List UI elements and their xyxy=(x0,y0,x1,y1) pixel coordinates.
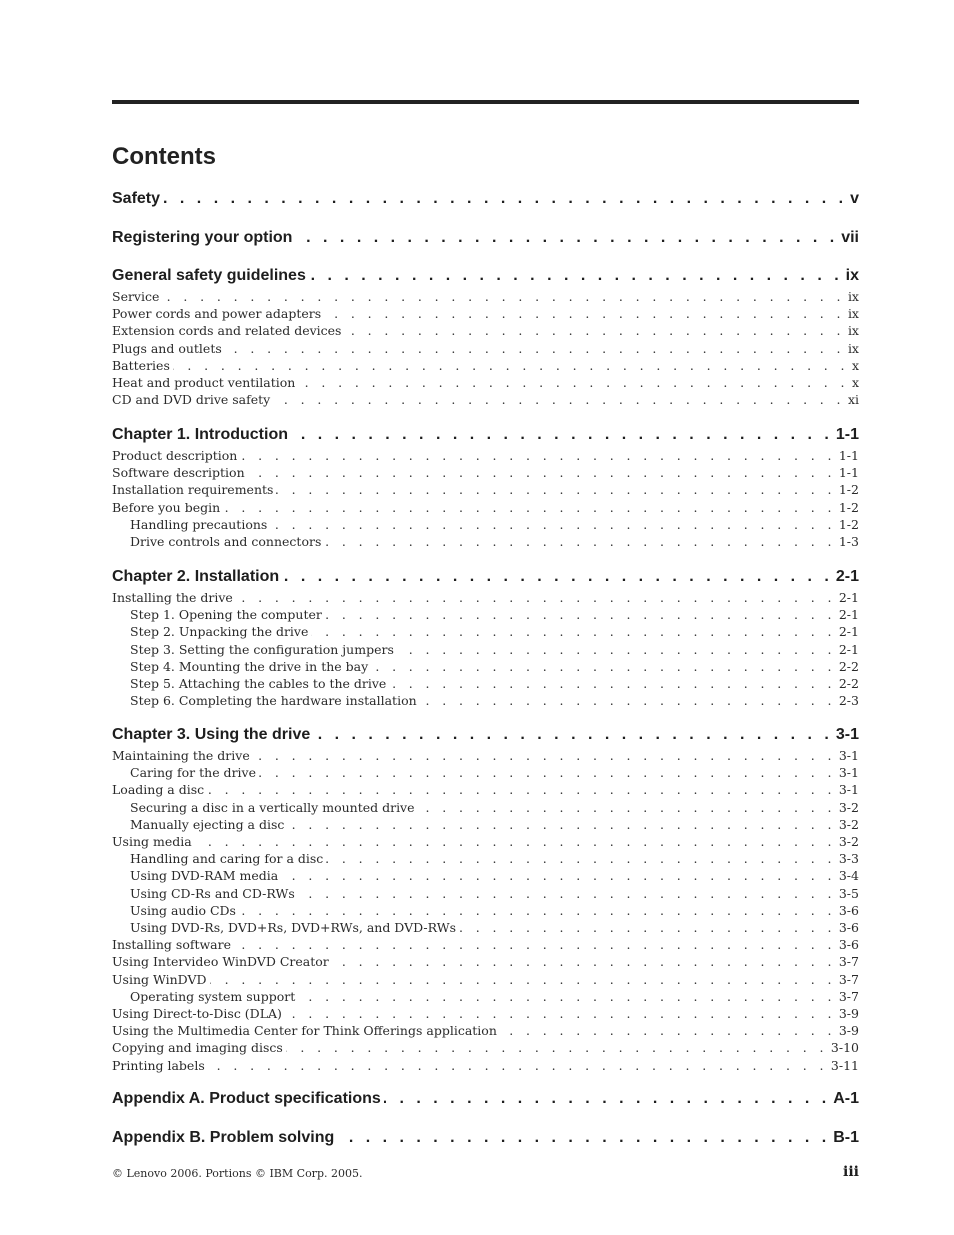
toc-entry[interactable] xyxy=(0,764,859,781)
toc-entry-title: Drive controls and connectors xyxy=(130,534,322,549)
toc-entry-page: 3-10 xyxy=(830,1040,859,1056)
toc-entry-title: Printing labels xyxy=(112,1057,205,1073)
toc-section-entry[interactable] xyxy=(0,266,859,286)
toc-entry-title: Using CD-Rs and CD-RWs xyxy=(130,885,295,901)
toc-entry-page: 3-5 xyxy=(838,885,859,901)
toc-entry[interactable] xyxy=(0,374,859,391)
toc-section-entry[interactable] xyxy=(0,1128,859,1148)
toc-entry-page: ix xyxy=(847,340,859,356)
toc-entry-page: 3-3 xyxy=(838,851,859,867)
toc-entry[interactable] xyxy=(0,850,859,867)
toc-entry-page: v xyxy=(850,190,859,207)
dot-leader xyxy=(287,816,835,833)
toc-entry[interactable] xyxy=(0,833,859,850)
dot-leader xyxy=(384,1089,830,1109)
toc-section-entry[interactable] xyxy=(0,228,859,248)
dot-leader xyxy=(295,228,838,248)
dot-leader xyxy=(234,936,836,953)
toc-entry-title: Appendix A. Product specifications xyxy=(112,1090,381,1107)
toc-entry[interactable] xyxy=(0,692,859,709)
toc-entry-page: 1-3 xyxy=(838,534,859,549)
toc-entry-title: Handling precautions xyxy=(130,516,268,532)
dot-leader xyxy=(459,919,836,936)
toc-entry-title: Step 3. Setting the configuration jumpers xyxy=(130,641,394,657)
toc-entry-page: 1-1 xyxy=(835,426,859,443)
dot-leader xyxy=(248,464,836,481)
dot-leader xyxy=(276,481,835,498)
toc-entry[interactable] xyxy=(0,867,859,884)
dot-leader xyxy=(344,322,844,339)
toc-entry-title: CD and DVD drive safety xyxy=(112,392,271,408)
toc-entry[interactable] xyxy=(0,919,859,936)
toc-entry-page: ix xyxy=(847,289,859,304)
toc-entry[interactable] xyxy=(0,936,859,953)
toc-entry-page: 3-2 xyxy=(838,816,859,832)
toc-entry-title: Step 5. Attaching the cables to the drive xyxy=(130,676,387,691)
dot-leader xyxy=(337,1128,830,1148)
toc-entry-page: 3-2 xyxy=(838,834,859,849)
toc-entry-page: 2-1 xyxy=(835,568,859,585)
toc-entry-title: Using DVD-Rs, DVD+Rs, DVD+RWs, and DVD-RWs xyxy=(130,920,457,935)
toc-entry-page: 3-6 xyxy=(838,937,859,953)
dot-leader xyxy=(309,266,843,286)
toc-entry-page: 2-1 xyxy=(838,641,859,657)
toc-section-entry[interactable] xyxy=(0,189,859,209)
toc-entry-page: 2-1 xyxy=(838,624,859,640)
toc-entry-title: Registering your option xyxy=(112,229,293,246)
toc-entry[interactable] xyxy=(0,988,859,1005)
copyright-notice: © Lenovo 2006. Portions © IBM Corp. 2005. xyxy=(112,1167,363,1180)
dot-leader xyxy=(225,340,845,357)
dot-leader xyxy=(282,567,833,587)
toc-entry-title: Step 1. Opening the computer xyxy=(130,607,322,623)
toc-entry-title: Appendix B. Problem solving xyxy=(112,1129,335,1146)
toc-entry[interactable] xyxy=(0,391,859,408)
toc-entry-page: 2-2 xyxy=(838,658,859,674)
toc-entry-page: 3-6 xyxy=(838,920,859,935)
toc-entry-title: Chapter 1. Introduction xyxy=(112,426,288,443)
toc-entry-page: 3-11 xyxy=(830,1057,859,1073)
toc-entry[interactable] xyxy=(0,747,859,764)
toc-entry-page: 3-4 xyxy=(838,868,859,884)
dot-leader xyxy=(239,902,836,919)
toc-entry[interactable] xyxy=(0,340,859,357)
toc-entry-title: Operating system support xyxy=(130,988,296,1004)
toc-entry-page: 2-2 xyxy=(838,676,859,691)
dot-leader xyxy=(298,374,849,391)
dot-leader xyxy=(420,692,836,709)
toc-entry-title: Copying and imaging discs xyxy=(112,1040,283,1056)
dot-leader xyxy=(311,623,835,640)
toc-entry-page: A-1 xyxy=(833,1090,859,1107)
toc-entry-page: 1-2 xyxy=(838,482,859,498)
dot-leader xyxy=(162,288,845,305)
dot-leader xyxy=(207,781,836,798)
toc-entry[interactable] xyxy=(0,606,859,623)
toc-entry-page: 3-9 xyxy=(838,1023,859,1039)
toc-entry-title: Using WinDVD xyxy=(112,971,207,987)
toc-entry[interactable] xyxy=(0,816,859,833)
dot-leader xyxy=(270,516,836,533)
toc-entry-title: Installing software xyxy=(112,937,232,953)
toc-entry-page: 2-1 xyxy=(838,590,859,605)
toc-entry[interactable] xyxy=(0,499,859,516)
toc-entry-title: Using Intervideo WinDVD Creator xyxy=(112,954,329,970)
dot-leader xyxy=(195,833,836,850)
toc-entry-page: xi xyxy=(847,392,859,408)
dot-leader xyxy=(332,953,836,970)
toc-section-entry[interactable] xyxy=(0,725,859,745)
dot-leader xyxy=(389,675,836,692)
dot-leader xyxy=(273,391,845,408)
toc-entry-page: 1-1 xyxy=(838,465,859,481)
toc-entry[interactable] xyxy=(0,516,859,533)
dot-leader xyxy=(291,425,833,445)
toc-section-entry[interactable] xyxy=(0,567,859,587)
toc-entry[interactable] xyxy=(0,589,859,606)
toc-entry-title: Using media xyxy=(112,834,192,849)
toc-entry-title: Power cords and power adapters xyxy=(112,306,322,322)
toc-entry-title: Installation requirements xyxy=(112,482,274,498)
dot-leader xyxy=(236,589,836,606)
toc-entry-title: Using Direct-to-Disc (DLA) xyxy=(112,1006,282,1021)
toc-entry-page: 2-3 xyxy=(838,693,859,709)
dot-leader xyxy=(281,867,836,884)
toc-entry[interactable] xyxy=(0,1005,859,1022)
dot-leader xyxy=(223,499,836,516)
toc-entry-page: ix xyxy=(847,306,859,322)
toc-entry-page: ix xyxy=(845,267,859,284)
toc-entry[interactable] xyxy=(0,902,859,919)
toc-entry-page: 3-7 xyxy=(838,954,859,970)
dot-leader xyxy=(259,764,836,781)
toc-entry-page: vii xyxy=(841,229,859,246)
toc-entry[interactable] xyxy=(0,971,859,988)
toc-entry[interactable] xyxy=(0,288,859,305)
page-number: iii xyxy=(843,1164,859,1180)
toc-entry-title: Chapter 2. Installation xyxy=(112,568,280,585)
page-title: Contents xyxy=(112,143,216,170)
toc-entry[interactable] xyxy=(0,305,859,322)
dot-leader xyxy=(253,747,836,764)
toc-entry-title: Caring for the drive xyxy=(130,765,256,781)
toc-entry[interactable] xyxy=(0,464,859,481)
toc-entry-title: Installing the drive xyxy=(112,590,233,605)
dot-leader xyxy=(208,1057,828,1074)
dot-leader xyxy=(500,1022,836,1039)
toc-entry-title: Step 2. Unpacking the drive xyxy=(130,624,309,640)
dot-leader xyxy=(298,988,836,1005)
toc-entry[interactable] xyxy=(0,322,859,339)
toc-entry-title: Product description xyxy=(112,448,238,463)
toc-entry-page: 3-1 xyxy=(838,765,859,781)
dot-leader xyxy=(324,533,836,550)
toc-entry[interactable] xyxy=(0,1057,859,1074)
dot-leader xyxy=(286,1039,828,1056)
toc-entry-page: 3-1 xyxy=(835,726,859,743)
dot-leader xyxy=(163,189,847,209)
toc-entry-page: 3-1 xyxy=(838,748,859,763)
toc-entry-title: Using the Multimedia Center for Think Offerings application xyxy=(112,1023,497,1039)
toc-entry[interactable] xyxy=(0,481,859,498)
toc-entry-page: 1-1 xyxy=(838,448,859,463)
toc-entry-title: Heat and product ventilation xyxy=(112,375,296,390)
toc-entry[interactable] xyxy=(0,675,859,692)
toc-entry-title: Step 6. Completing the hardware installation xyxy=(130,693,417,709)
dot-leader xyxy=(298,885,836,902)
toc-entry[interactable] xyxy=(0,641,859,658)
dot-leader xyxy=(240,447,836,464)
toc-entry-page: x xyxy=(851,375,859,390)
toc-entry-title: Before you begin xyxy=(112,499,221,515)
toc-entry-page: 3-7 xyxy=(838,971,859,987)
dot-leader xyxy=(324,305,845,322)
toc-entry-page: 1-2 xyxy=(838,499,859,515)
toc-entry[interactable] xyxy=(0,799,859,816)
toc-entry-page: 3-1 xyxy=(838,782,859,798)
toc-entry-title: Handling and caring for a disc xyxy=(130,851,324,867)
toc-entry-title: Manually ejecting a disc xyxy=(130,816,285,832)
dot-leader xyxy=(313,725,833,745)
toc-entry-page: 3-9 xyxy=(838,1006,859,1021)
toc-entry-page: 1-2 xyxy=(838,516,859,532)
toc-entry[interactable] xyxy=(0,1039,859,1056)
dot-leader xyxy=(210,971,836,988)
toc-entry-page: x xyxy=(851,357,859,373)
toc-entry[interactable] xyxy=(0,781,859,798)
dot-leader xyxy=(397,641,836,658)
dot-leader xyxy=(418,799,836,816)
toc-entry[interactable] xyxy=(0,658,859,675)
toc-entry-title: Using DVD-RAM media xyxy=(130,868,279,884)
toc-entry[interactable] xyxy=(0,953,859,970)
toc-entry[interactable] xyxy=(0,533,859,550)
toc-section-entry[interactable] xyxy=(0,1089,859,1109)
toc-entry-page: 3-2 xyxy=(838,799,859,815)
dot-leader xyxy=(325,606,836,623)
toc-entry-title: Using audio CDs xyxy=(130,902,236,918)
toc-entry-title: Plugs and outlets xyxy=(112,340,222,356)
toc-entry[interactable] xyxy=(0,357,859,374)
dot-leader xyxy=(173,357,849,374)
toc-entry-title: Loading a disc xyxy=(112,782,205,798)
toc-section-entry[interactable] xyxy=(0,425,859,445)
toc-entry-title: General safety guidelines xyxy=(112,267,306,284)
dot-leader xyxy=(285,1005,836,1022)
toc-entry-page: ix xyxy=(847,323,859,339)
toc-entry-title: Service xyxy=(112,289,160,304)
toc-entry-page: 2-1 xyxy=(838,607,859,623)
toc-entry-title: Step 4. Mounting the drive in the bay xyxy=(130,658,369,674)
toc-entry-title: Maintaining the drive xyxy=(112,748,250,763)
toc-entry-title: Software description xyxy=(112,465,245,481)
toc-entry[interactable] xyxy=(0,885,859,902)
toc-entry[interactable] xyxy=(0,623,859,640)
toc-entry[interactable] xyxy=(0,447,859,464)
dot-leader xyxy=(371,658,836,675)
toc-entry-page: B-1 xyxy=(833,1129,859,1146)
toc-entry-title: Batteries xyxy=(112,357,170,373)
toc-entry-page: 3-6 xyxy=(838,902,859,918)
toc-entry-title: Safety xyxy=(112,190,161,207)
toc-entry[interactable] xyxy=(0,1022,859,1039)
toc-entry-title: Securing a disc in a vertically mounted drive xyxy=(130,799,415,815)
toc-entry-title: Chapter 3. Using the drive xyxy=(112,726,311,743)
toc-entry-page: 3-7 xyxy=(838,988,859,1004)
toc-entry-title: Extension cords and related devices xyxy=(112,323,342,339)
dot-leader xyxy=(326,850,836,867)
